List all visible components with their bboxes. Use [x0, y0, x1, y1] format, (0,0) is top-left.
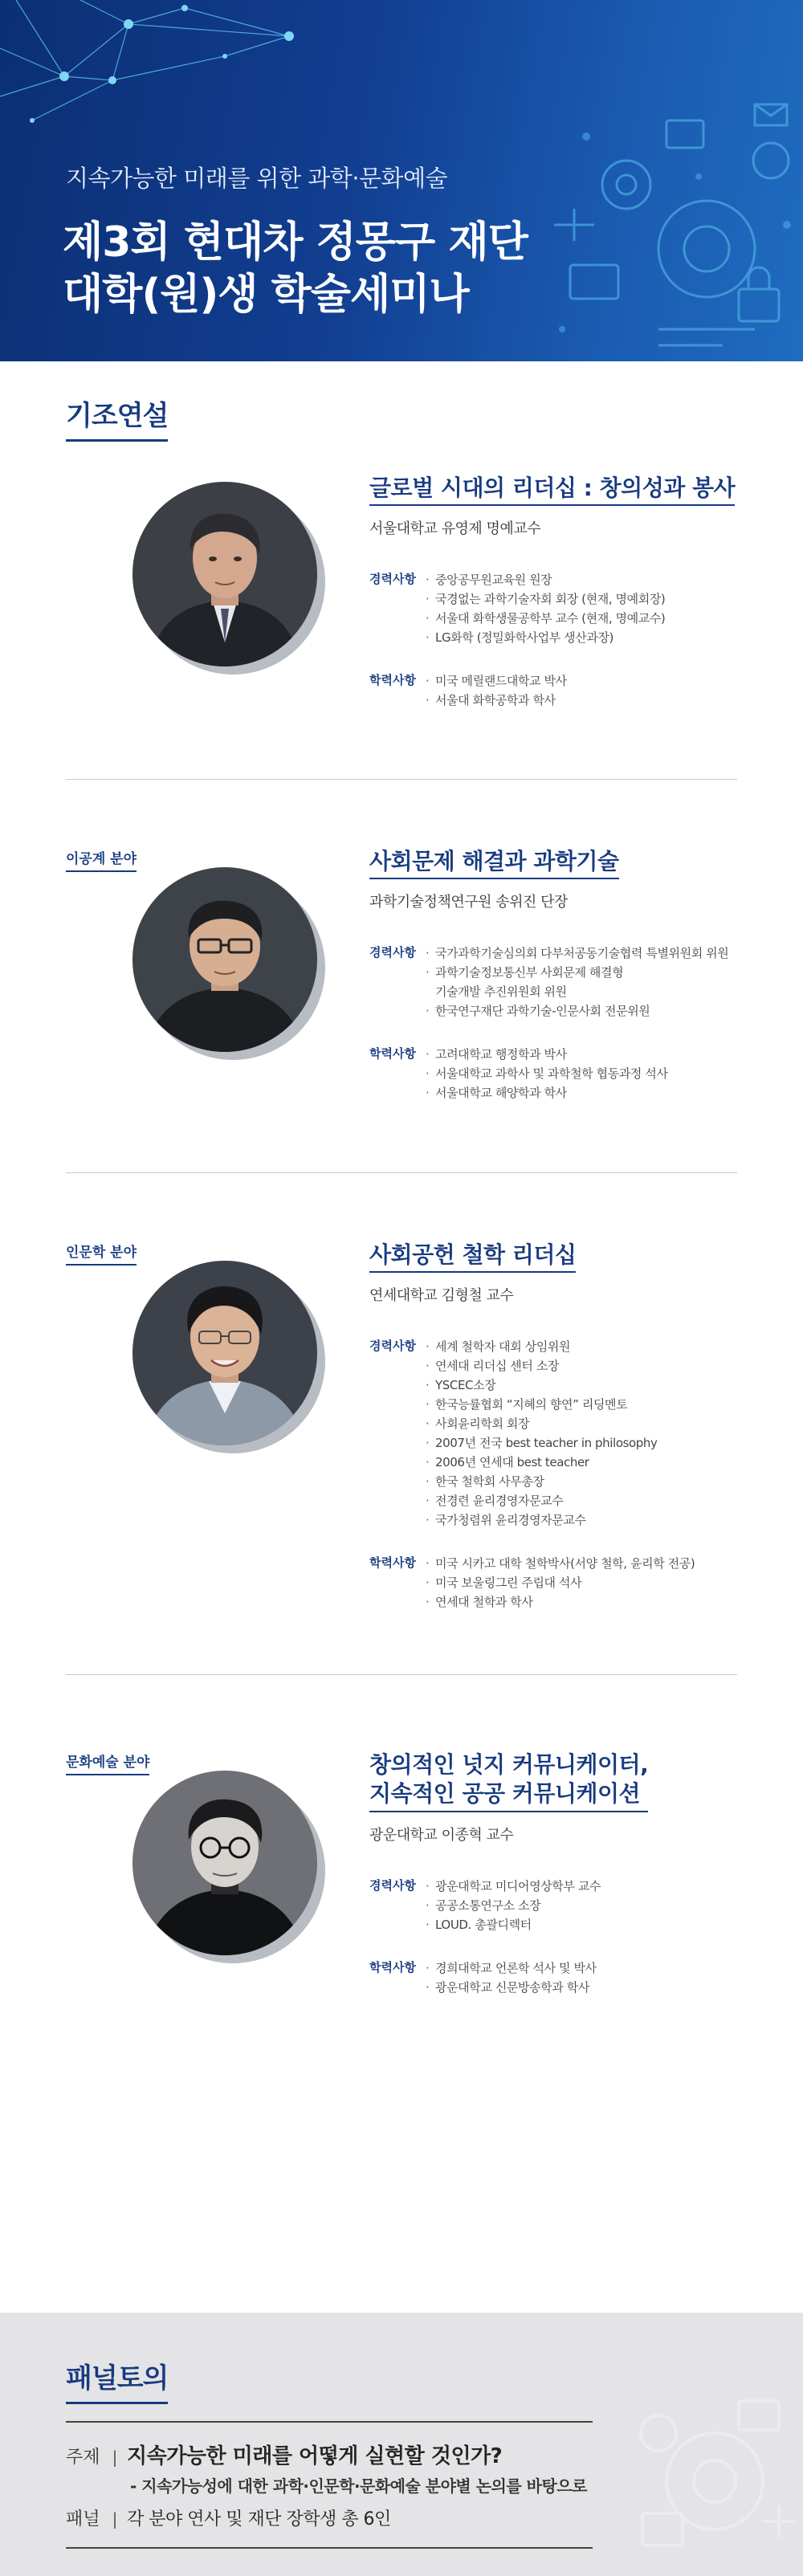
hero-banner: [0, 0, 803, 361]
career-list: [426, 1877, 755, 1934]
education-section: [369, 1045, 755, 1103]
separator: |: [112, 2448, 118, 2467]
education-label: 학력사항: [369, 1959, 416, 1975]
program-body: [0, 361, 803, 2313]
technology-icons-graphic: [538, 88, 803, 361]
technology-icons-graphic: [618, 2385, 803, 2576]
list-item: · 국경없는 과학기술자회 회장 (현재, 명예회장): [426, 589, 755, 609]
list-item: · 과학기술정보통신부 사회문제 해결형: [426, 963, 755, 982]
talk-title: 사회공헌 철학 리더십: [369, 1241, 576, 1273]
list-item: 기술개발 추진위원회 위원: [435, 984, 567, 1000]
speaker-affiliation: 서울대학교 유영제 명예교수: [369, 520, 541, 538]
section-divider: [66, 1172, 737, 1173]
panel-rule-top: [66, 2421, 593, 2423]
topic-value: 지속가능한 미래를 어떻게 실현할 것인가?: [127, 2444, 503, 2468]
panel-key: 패널: [66, 2509, 100, 2529]
list-item: · 광운대학교 미디어영상학부 교수: [426, 1877, 755, 1896]
hero-title-line-1: 제3회 현대차 정몽구 재단: [63, 218, 528, 267]
list-item: · 광운대학교 신문방송학과 학사: [426, 1978, 755, 1997]
speaker-affiliation: 광운대학교 이종혁 교수: [369, 1826, 514, 1844]
education-label: 학력사항: [369, 1555, 416, 1571]
hero-subtitle: 지속가능한 미래를 위한 과학·문화예술: [66, 165, 448, 192]
career-section: [369, 1337, 755, 1530]
field-label: 인문학 분야: [66, 1241, 137, 1266]
panel-discussion-section: [0, 2313, 803, 2576]
speaker-affiliation: 과학기술정책연구원 송위진 단장: [369, 894, 568, 911]
list-item: · 한국능률협회 “지혜의 향연” 리딩멘토: [426, 1395, 755, 1414]
list-item: · 미국 시카고 대학 철학박사(서양 철학, 윤리학 전공): [426, 1554, 755, 1573]
speaker-info: [369, 847, 755, 1103]
education-list: [426, 1045, 755, 1103]
career-section: [369, 944, 755, 1021]
speaker-portrait: [132, 1261, 317, 1445]
speaker-info: [369, 1751, 755, 1997]
speaker-info: [369, 1241, 755, 1612]
career-label: 경력사항: [369, 572, 416, 587]
topic-key: 주제: [66, 2448, 100, 2468]
hero-title: [63, 217, 528, 321]
separator: |: [112, 2509, 118, 2529]
career-label: 경력사항: [369, 945, 416, 960]
network-graphic: [0, 0, 337, 128]
list-item: · 서울대 화학공학과 학사: [426, 691, 755, 710]
list-item: · 한국연구재단 과학기술-인문사회 전문위원: [426, 1001, 755, 1021]
list-item: · 국가과학기술심의회 다부처공동기술협력 특별위원회 위원: [426, 944, 755, 963]
speaker-photo: [132, 482, 317, 666]
speaker-portrait: [132, 1771, 317, 1955]
panel-heading: 패널토의: [66, 2356, 168, 2404]
speaker-info: [369, 474, 755, 710]
list-item: · LG화학 (정밀화학사업부 생산과장): [426, 628, 755, 647]
career-section: [369, 570, 755, 647]
education-list: [426, 671, 755, 710]
list-item: · 연세대 리더십 센터 소장: [426, 1356, 755, 1376]
education-label: 학력사항: [369, 1046, 416, 1062]
list-item: · 공공소통연구소 소장: [426, 1896, 755, 1915]
education-label: 학력사항: [369, 673, 416, 688]
list-item: · 고려대학교 행정학과 박사: [426, 1045, 755, 1064]
list-item: · 세계 철학자 대회 상임위원: [426, 1337, 755, 1356]
list-item: · 2006년 연세대 best teacher: [426, 1453, 755, 1472]
speaker-photo: [132, 1261, 317, 1445]
field-label: 이공계 분야: [66, 847, 137, 872]
talk-title: 창의적인 넛지 커뮤니케이터, 지속적인 공공 커뮤니케이션: [369, 1751, 648, 1812]
career-label: 경력사항: [369, 1877, 416, 1893]
list-item: · 경희대학교 언론학 석사 및 박사: [426, 1958, 755, 1978]
panel-topic-row: [66, 2439, 502, 2469]
speaker-photo: [132, 867, 317, 1052]
list-item: · 미국 메릴랜드대학교 박사: [426, 671, 755, 691]
topic-subtitle: - 지속가능성에 대한 과학·인문학·문화예술 분야별 논의를 바탕으로: [130, 2476, 587, 2496]
hero-title-line-2: 대학(원)생 학술세미나: [63, 271, 469, 319]
list-item: · 서울대학교 과학사 및 과학철학 협동과정 석사: [426, 1064, 755, 1083]
list-item: · 한국 철학회 사무총장: [426, 1472, 755, 1491]
career-section: [369, 1877, 755, 1934]
speaker-photo: [132, 1771, 317, 1955]
list-item: · YSCEC소장: [426, 1376, 755, 1395]
career-label: 경력사항: [369, 1339, 416, 1354]
speaker-portrait: [132, 867, 317, 1052]
education-section: [369, 1958, 755, 1997]
panel-rule-bottom: [66, 2547, 593, 2549]
education-list: [426, 1554, 755, 1612]
career-list: [426, 1337, 755, 1530]
education-section: [369, 671, 755, 710]
speaker-portrait: [132, 482, 317, 666]
list-item: · 국가청렴위 윤리경영자문교수: [426, 1510, 755, 1530]
list-item: · 중앙공무원교육원 원장: [426, 570, 755, 589]
section-divider: [66, 1674, 737, 1675]
list-item: · 전경련 윤리경영자문교수: [426, 1491, 755, 1510]
talk-title: 사회문제 해결과 과학기술: [369, 847, 619, 879]
keynote-heading: 기조연설: [66, 393, 168, 442]
panel-value: 각 분야 연사 및 재단 장학생 총 6인: [127, 2509, 391, 2529]
list-item: · 미국 보울링그린 주립대 석사: [426, 1573, 755, 1592]
list-item: · 서울대 화학생물공학부 교수 (현재, 명예교수): [426, 609, 755, 628]
panel-members-row: [66, 2505, 391, 2530]
education-list: [426, 1958, 755, 1997]
list-item: · LOUD. 총괄디렉터: [426, 1915, 755, 1934]
speaker-affiliation: 연세대학교 김형철 교수: [369, 1287, 514, 1305]
education-section: [369, 1554, 755, 1612]
list-item: · 사회윤리학회 회장: [426, 1414, 755, 1433]
section-divider: [66, 779, 737, 780]
career-list: [426, 944, 755, 1021]
list-item: · 연세대 철학과 학사: [426, 1592, 755, 1612]
list-item: · 서울대학교 해양학과 학사: [426, 1083, 755, 1103]
list-item: · 2007년 전국 best teacher in philosophy: [426, 1433, 755, 1453]
talk-title: 글로벌 시대의 리더십 : 창의성과 봉사: [369, 474, 735, 506]
career-list: [426, 570, 755, 647]
field-label: 문화예술 분야: [66, 1751, 149, 1775]
